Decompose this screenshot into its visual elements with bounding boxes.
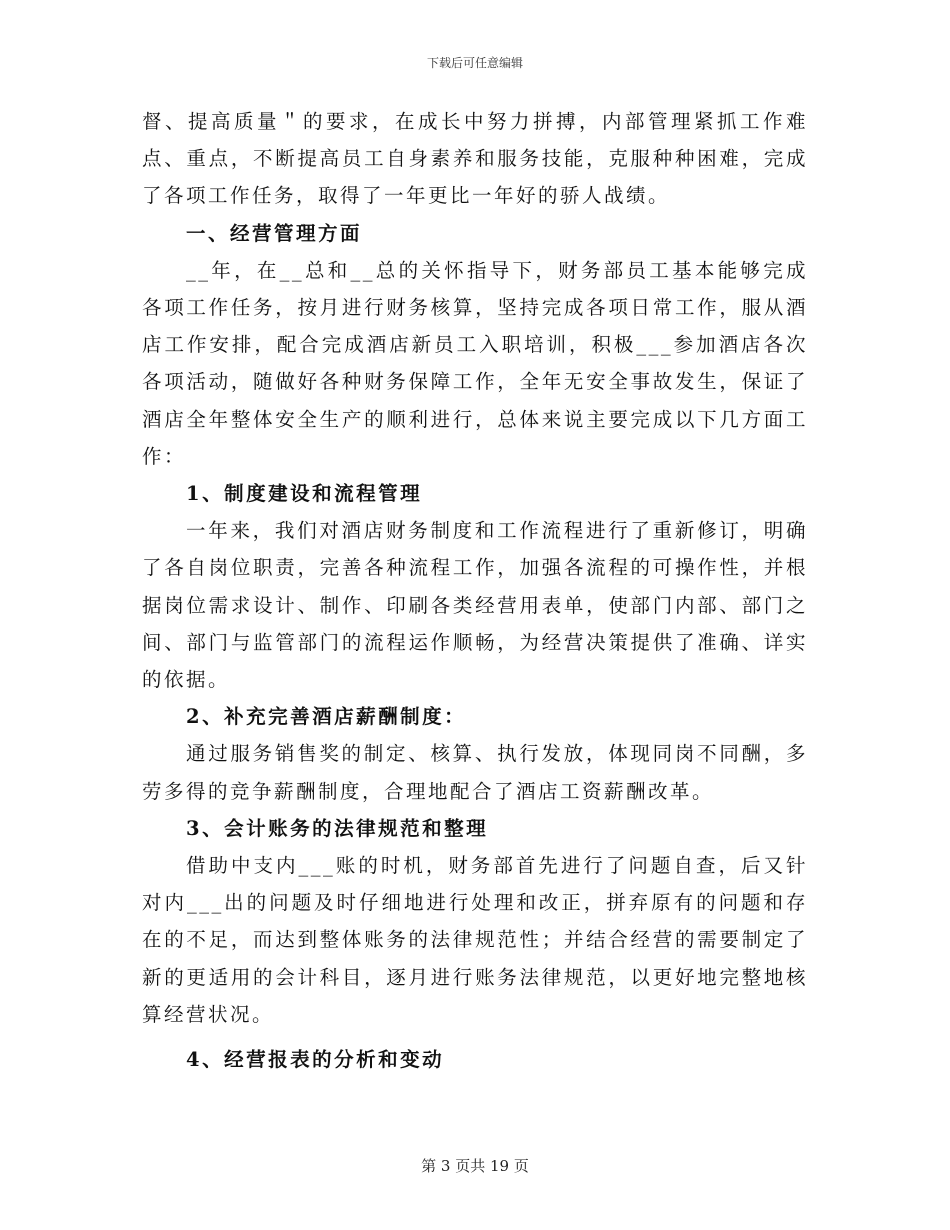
paragraph-intro-continued: 督、提高质量＂的要求，在成长中努力拼搏，内部管理紧抓工作难点、重点，不断提高员工自身素养和服务技能，克服种种困难，完成了各项工作任务，取得了一年更比一年好的骄人战绩。 bbox=[142, 110, 808, 208]
subheading-salary-system: 2、补充完善酒店薪酬制度： bbox=[186, 705, 467, 729]
page-number: 第 3 页共 19 页 bbox=[421, 1157, 529, 1175]
paragraph-accounting-standards: 借助中支内___账的时机，财务部首先进行了问题自查，后又针对内___出的问题及时仔细地进行处理和改正，拼弃原有的问题和存在的不足，而达到整体账务的法律规范性；并结合经营的需要制定了新的更适用的会计科目，逐月进行账务法律规范，以更好地完整地核算经营状况。 bbox=[142, 854, 808, 1026]
document-body bbox=[142, 103, 808, 1078]
section-heading-operations: 一、经营管理方面 bbox=[186, 221, 363, 245]
paragraph-salary-system: 通过服务销售奖的制定、核算、执行发放，体现同岗不同酬，多劳多得的竞争薪酬制度，合理地配合了酒店工资薪酬改革。 bbox=[142, 742, 808, 803]
subheading-report-analysis: 4、经营报表的分析和变动 bbox=[186, 1048, 445, 1072]
page-header-note: 下载后可任意编辑 bbox=[426, 56, 523, 70]
paragraph-system-building: 一年来，我们对酒店财务制度和工作流程进行了重新修订，明确了各自岗位职责，完善各种流程工作，加强各流程的可操作性，并根据岗位需求设计、制作、印刷各类经营用表单，使部门内部、部门之间、部门与监管部门的流程运作顺畅，为经营决策提供了准确、详实的依据。 bbox=[142, 519, 808, 692]
subheading-accounting-standards: 3、会计账务的法律规范和整理 bbox=[186, 816, 489, 840]
paragraph-operations: __年，在__总和__总的关怀指导下，财务部员工基本能够完成各项工作任务，按月进行财务核算，坚持完成各项日常工作，服从酒店工作安排，配合完成酒店新员工入职培训，积极___参加酒店各次各项活动，随做好各种财务保障工作，全年无安全事故发生，保证了酒店全年整体安全生产的顺利进行，总体来说主要完成以下几方面工作： bbox=[142, 258, 808, 468]
subheading-system-building: 1、制度建设和流程管理 bbox=[186, 482, 423, 506]
